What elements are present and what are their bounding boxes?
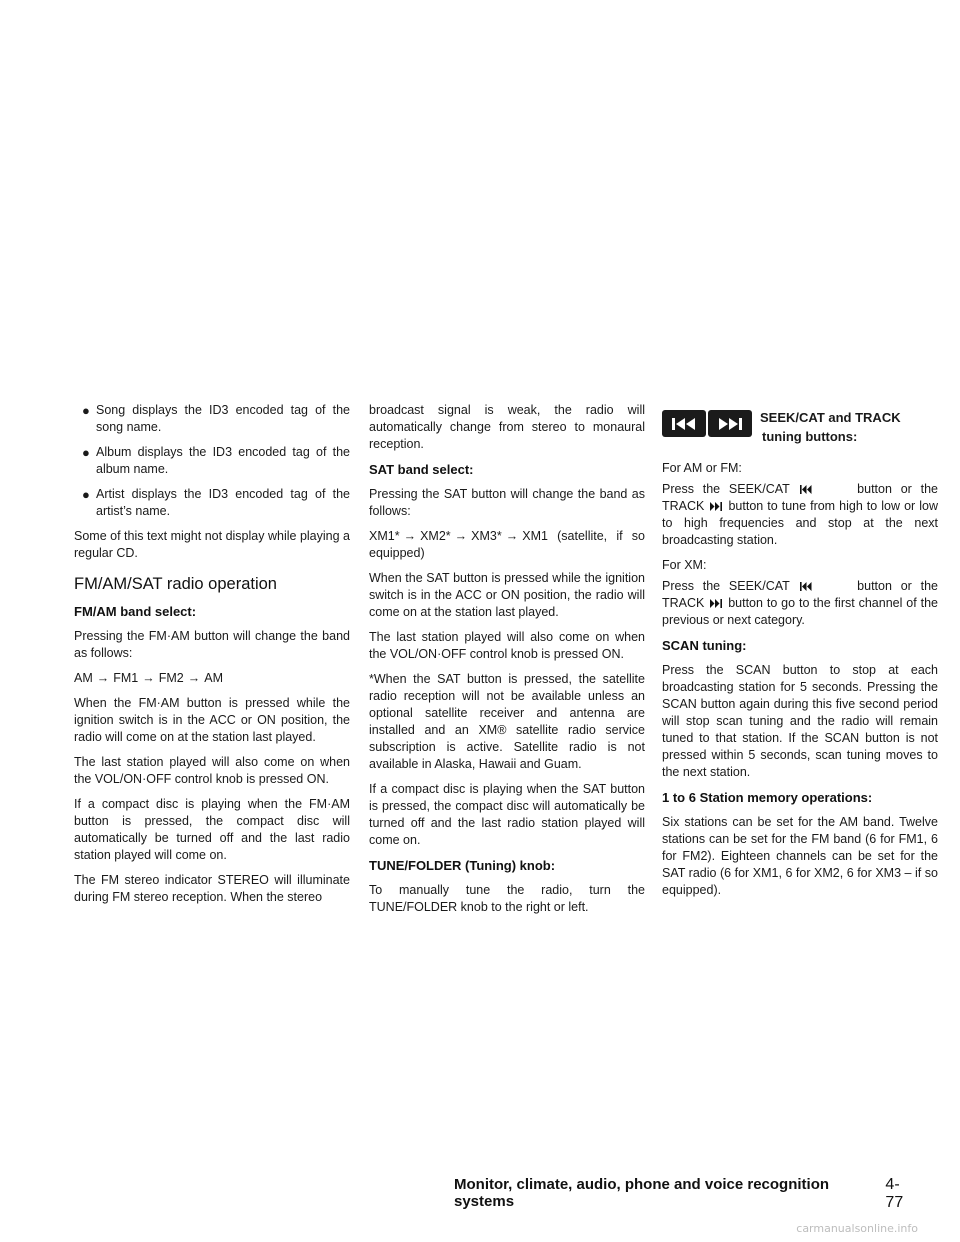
text-run: button to tune from high to low or low to high frequencies and stop at the next broadcasting station. bbox=[662, 499, 938, 547]
text-run: Press the SEEK/CAT bbox=[662, 579, 790, 593]
text-run: TRACK bbox=[662, 596, 705, 610]
column-middle bbox=[369, 402, 645, 924]
sat-sequence bbox=[369, 528, 645, 562]
column-right bbox=[662, 410, 938, 907]
arrow-icon: → bbox=[96, 671, 110, 685]
xm-paragraph bbox=[662, 578, 938, 629]
band-label: XM3* bbox=[471, 529, 502, 543]
seek-heading-line1: SEEK/CAT and TRACK bbox=[760, 410, 901, 425]
paragraph: The last station played will also come on when the VOL/ON·OFF control knob is pressed ON. bbox=[74, 755, 350, 786]
track-forward-icon bbox=[708, 410, 752, 437]
page-number: 4-77 bbox=[885, 1176, 904, 1211]
tune-heading: TUNE/FOLDER (Tuning) knob: bbox=[369, 858, 556, 873]
xm-label: For XM: bbox=[662, 558, 707, 572]
memory-heading: 1 to 6 Station memory operations: bbox=[662, 790, 873, 805]
band-label: FM2 bbox=[158, 671, 184, 685]
paragraph: Pressing the SAT button will change the band as follows: bbox=[369, 487, 645, 518]
bullet-item bbox=[74, 444, 350, 478]
section-title: FM/AM/SAT radio operation bbox=[74, 575, 277, 593]
bullet-icon: ● bbox=[82, 403, 90, 418]
fmam-heading: FM/AM band select: bbox=[74, 604, 197, 619]
bullet-item bbox=[74, 486, 350, 520]
paragraph: When the FM·AM button is pressed while the ignition switch is in the ACC or ON position, the radio will come on at the station last played. bbox=[74, 696, 350, 744]
column-left bbox=[74, 402, 350, 914]
paragraph: Six stations can be set for the AM band. Twelve stations can be set for the FM band (6 for FM1, 6 for FM2). Eighteen channels can be set for the SAT radio (6 for XM1, 6 for XM2, 6 for XM3 – if so equipped). bbox=[662, 815, 938, 897]
text-run: button or the bbox=[857, 579, 938, 593]
band-label: XM1* bbox=[369, 529, 400, 543]
seek-back-small-icon bbox=[800, 582, 812, 591]
track-forward-small-icon bbox=[710, 599, 722, 608]
seek-heading-line2: tuning buttons: bbox=[762, 429, 858, 444]
bullet-text: Album displays the ID3 encoded tag of the album name. bbox=[96, 445, 350, 476]
arrow-icon: → bbox=[403, 529, 417, 543]
bullet-item bbox=[74, 402, 350, 436]
paragraph: If a compact disc is playing when the FM·AM button is pressed, the compact disc will automatically be turned off and the last radio station played will come on. bbox=[74, 797, 350, 862]
text-run: Press the SEEK/CAT bbox=[662, 482, 790, 496]
arrow-icon: → bbox=[187, 671, 201, 685]
band-label: XM2* bbox=[420, 529, 451, 543]
paragraph: If a compact disc is playing when the SAT button is pressed, the compact disc will automatically be turned off and the last radio station played will come on. bbox=[369, 782, 645, 847]
text-run: button or the bbox=[857, 482, 938, 496]
paragraph: The FM stereo indicator STEREO will illuminate during FM stereo reception. When the stereo bbox=[74, 873, 350, 904]
band-label: XM1 (satellite, if so equipped) bbox=[369, 529, 645, 560]
amfm-paragraph bbox=[662, 481, 938, 549]
bullet-text: Artist displays the ID3 encoded tag of the artist’s name. bbox=[96, 487, 350, 518]
seek-back-icon bbox=[662, 410, 706, 437]
paragraph: Press the SCAN button to stop at each broadcasting station for 5 seconds. Pressing the SCAN button again during this five second period will stop scan tuning and the radio will remain tuned to that station. If the SCAN button is not pressed within 5 seconds, scan tuning moves to the next station. bbox=[662, 663, 938, 779]
arrow-icon: → bbox=[505, 529, 519, 543]
watermark: carmanualsonline.info bbox=[796, 1222, 918, 1235]
text-run: TRACK bbox=[662, 499, 705, 513]
seek-track-header bbox=[662, 410, 938, 446]
seek-back-small-icon bbox=[800, 485, 812, 494]
paragraph: broadcast signal is weak, the radio will automatically change from stereo to monaural reception. bbox=[369, 403, 645, 451]
bullet-icon: ● bbox=[82, 445, 90, 460]
arrow-icon: → bbox=[142, 671, 155, 685]
bullet-text: Song displays the ID3 encoded tag of the song name. bbox=[96, 403, 350, 434]
band-sequence bbox=[74, 670, 350, 687]
bullet-icon: ● bbox=[82, 487, 90, 502]
band-label: AM bbox=[204, 671, 223, 685]
paragraph: The last station played will also come on when the VOL/ON·OFF control knob is pressed ON. bbox=[369, 630, 645, 661]
band-label: AM bbox=[74, 671, 93, 685]
text-run: button to go to the first channel of the previous or next category. bbox=[662, 596, 938, 627]
paragraph-note: Some of this text might not display while playing a regular CD. bbox=[74, 529, 350, 560]
scan-heading: SCAN tuning: bbox=[662, 638, 747, 653]
sat-heading: SAT band select: bbox=[369, 462, 474, 477]
paragraph: *When the SAT button is pressed, the satellite radio reception will not be available unless an optional satellite receiver and antenna are installed and an XM® satellite radio service subscription is active. Satellite radio is not available in Alaska, Hawaii and Guam. bbox=[369, 672, 645, 771]
chapter-title: Monitor, climate, audio, phone and voice recognition systems bbox=[454, 1176, 830, 1210]
paragraph: To manually tune the radio, turn the TUNE/FOLDER knob to the right or left. bbox=[369, 883, 645, 914]
track-forward-small-icon bbox=[710, 502, 722, 511]
paragraph: When the SAT button is pressed while the ignition switch is in the ACC or ON position, the radio will come on at the station last played. bbox=[369, 571, 645, 619]
paragraph: Pressing the FM·AM button will change the band as follows: bbox=[74, 629, 350, 660]
seek-track-heading bbox=[760, 408, 901, 446]
arrow-icon: → bbox=[454, 529, 468, 543]
amfm-label: For AM or FM: bbox=[662, 461, 742, 475]
page-footer bbox=[454, 1176, 916, 1212]
band-label: FM1 bbox=[113, 671, 139, 685]
